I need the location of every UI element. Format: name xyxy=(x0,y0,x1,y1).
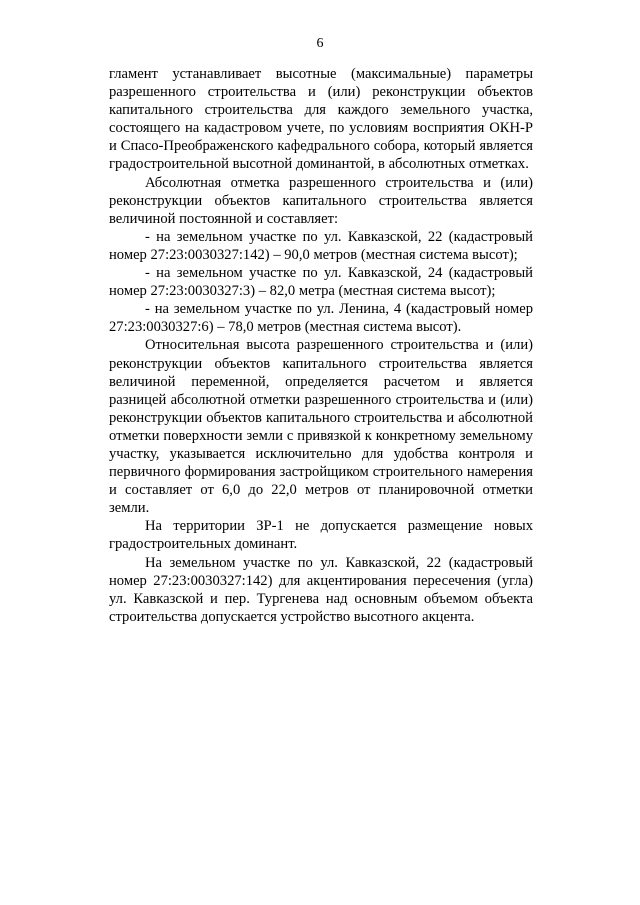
list-item-kavkazskaya-24: - на земельном участке по ул. Кавказской, 24 (кадастровый номер 27:23:0030327:3) – 82,0 метра (местная система высот); xyxy=(109,265,533,300)
paragraph-zr1-restriction: На территории ЗР-1 не допускается размещение новых градостроительных доминант. xyxy=(109,518,533,553)
page-number: 6 xyxy=(316,36,324,51)
document-body xyxy=(109,65,533,626)
list-item-kavkazskaya-22: - на земельном участке по ул. Кавказской, 22 (кадастровый номер 27:23:0030327:142) – 90,0 метров (местная система высот); xyxy=(109,228,533,263)
paragraph-height-accent: На земельном участке по ул. Кавказской, 22 (кадастровый номер 27:23:0030327:142) для акцентирования пересечения (угла) ул. Кавказской и пер. Тургенева над основным объемом объекта строительства допускается устройство высотного акцента. xyxy=(109,554,533,625)
list-item-lenina-4: - на земельном участке по ул. Ленина, 4 (кадастровый номер 27:23:0030327:6) – 78,0 метров (местная система высот). xyxy=(109,301,533,336)
paragraph-absolute-mark: Абсолютная отметка разрешенного строительства и (или) реконструкции объектов капитального строительства является величиной постоянной и составляет: xyxy=(109,174,533,227)
paragraph-continuation: гламент устанавливает высотные (максимальные) параметры разрешенного строительства и (или) реконструкции объектов капитального строительства для каждого земельного участка, состоящего на кадастровом учете, по условиям восприятия ОКН-Р и Спасо-Преображенского кафедрального собора, который является градостроительной высотной доминантой, в абсолютных отметках. xyxy=(109,66,533,173)
paragraph-relative-height: Относительная высота разрешенного строительства и (или) реконструкции объектов капитального строительства является величиной переменной, определяется расчетом и является разницей абсолютной отметки разрешенного строительства и (или) реконструкции объектов капитального строительства и абсолютной отметки поверхности земли с привязкой к конкретному земельному участку, указывается исключительно для удобства контроля и первичного формирования застройщиком строительного намерения и составляет от 6,0 до 22,0 метров от планировочной отметки земли. xyxy=(109,337,533,517)
